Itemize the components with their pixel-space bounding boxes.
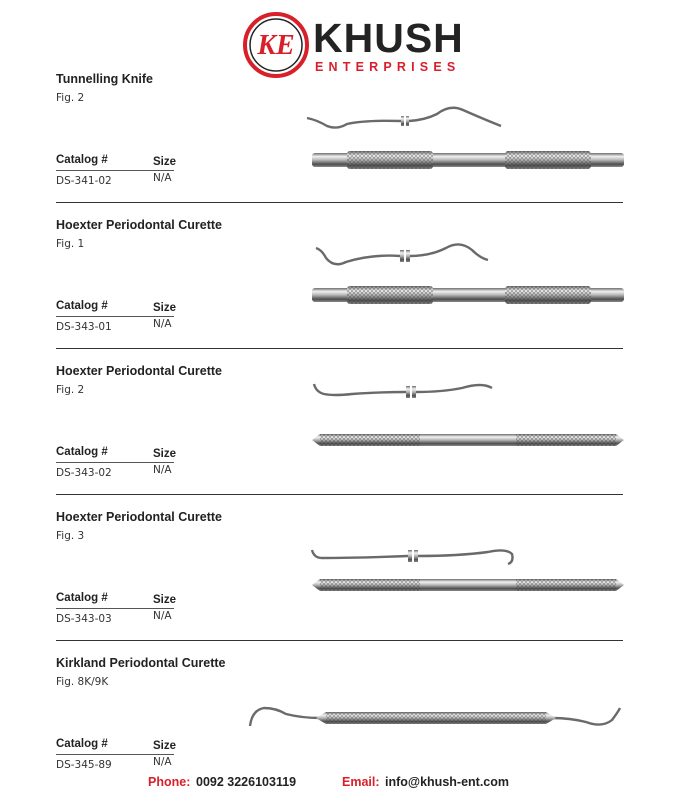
header-rule (56, 608, 174, 609)
catalog-number: DS-345-89 (56, 759, 112, 771)
instrument-tip-image (308, 540, 518, 570)
header-rule (56, 170, 174, 171)
instrument-image (246, 700, 626, 736)
product-fig: Fig. 2 (56, 384, 85, 396)
instrument-handle-image (312, 576, 624, 594)
instrument-handle-image (312, 283, 624, 307)
product-section-1 (0, 72, 689, 218)
product-title: Hoexter Periodontal Curette (56, 218, 223, 232)
instrument-handle-image (312, 431, 624, 449)
phone-label: Phone: (148, 775, 191, 789)
product-fig: Fig. 8K/9K (56, 676, 109, 688)
size-header: Size (153, 740, 177, 752)
size-header: Size (153, 156, 177, 168)
catalog-header: Catalog # (56, 738, 108, 750)
product-fig: Fig. 2 (56, 92, 85, 104)
instrument-tip-image (312, 236, 492, 272)
instrument-handle-image (312, 148, 624, 172)
catalog-number: DS-343-03 (56, 613, 112, 625)
header-rule (56, 316, 174, 317)
ke-logo-mark-icon (243, 12, 309, 78)
catalog-header: Catalog # (56, 592, 108, 604)
catalog-header: Catalog # (56, 446, 108, 458)
brand-logo (243, 12, 464, 78)
brand-name: KHUSH (313, 15, 464, 61)
product-fig: Fig. 3 (56, 530, 85, 542)
size-header: Size (153, 302, 177, 314)
product-title: Kirkland Periodontal Curette (56, 656, 226, 670)
section-divider (56, 348, 623, 349)
product-title: Hoexter Periodontal Curette (56, 510, 223, 524)
phone-number: 0092 3226103119 (196, 775, 297, 789)
catalog-number: DS-341-02 (56, 175, 112, 187)
logo-mark-text: KE (257, 30, 295, 61)
catalog-number: DS-343-02 (56, 467, 112, 479)
size-value: N/A (153, 318, 172, 330)
instrument-tip-image (312, 378, 496, 408)
product-fig: Fig. 1 (56, 238, 85, 250)
product-title: Hoexter Periodontal Curette (56, 364, 223, 378)
size-header: Size (153, 448, 177, 460)
size-header: Size (153, 594, 177, 606)
section-divider (56, 494, 623, 495)
email-address[interactable]: info@khush-ent.com (385, 775, 509, 789)
size-value: N/A (153, 172, 172, 184)
section-divider (56, 202, 623, 203)
brand-tagline: ENTERPRISES (315, 60, 461, 74)
header-rule (56, 462, 174, 463)
catalog-header: Catalog # (56, 154, 108, 166)
contact-footer (0, 775, 689, 793)
size-value: N/A (153, 610, 172, 622)
section-divider (56, 640, 623, 641)
header-rule (56, 754, 174, 755)
size-value: N/A (153, 756, 172, 768)
size-value: N/A (153, 464, 172, 476)
email-label: Email: (342, 775, 380, 789)
catalog-header: Catalog # (56, 300, 108, 312)
catalog-number: DS-343-01 (56, 321, 112, 333)
instrument-tip-image (305, 100, 505, 134)
product-title: Tunnelling Knife (56, 72, 153, 86)
